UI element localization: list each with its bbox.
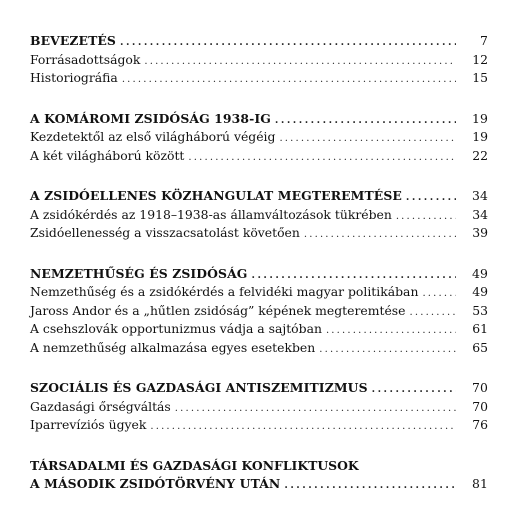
toc-entry[interactable] (30, 69, 488, 88)
toc-heading[interactable] (30, 32, 488, 51)
dot-leader (396, 208, 456, 227)
dot-leader (275, 112, 456, 131)
toc-heading[interactable] (30, 265, 488, 284)
toc-entry[interactable] (30, 147, 488, 166)
dot-leader (120, 34, 456, 53)
section-gap (30, 243, 488, 265)
toc-heading-title: NEMZETHŰSÉG ÉS ZSIDÓSÁG (30, 265, 248, 281)
dot-leader (372, 381, 456, 400)
dot-leader (175, 400, 456, 419)
page-number: 65 (472, 339, 488, 355)
page-number: 19 (472, 110, 488, 126)
dot-leader (144, 53, 456, 72)
toc-entry[interactable] (30, 320, 488, 339)
page-number: 53 (472, 302, 488, 318)
section-gap (30, 88, 488, 110)
page-number: 22 (472, 147, 488, 163)
toc-entry[interactable] (30, 283, 488, 302)
page-number: 7 (480, 33, 488, 48)
toc-heading[interactable] (30, 110, 488, 129)
toc-entry-title: Gazdasági őrségváltás (30, 398, 171, 414)
toc-entry[interactable] (30, 416, 488, 435)
toc-entry[interactable] (30, 339, 488, 358)
table-of-contents (30, 32, 488, 494)
toc-entry-title: Forrásadottságok (30, 51, 141, 67)
dot-leader (326, 322, 456, 341)
page-number: 19 (472, 129, 488, 144)
page-number: 34 (472, 206, 488, 222)
dot-leader (150, 418, 456, 437)
section-gap (30, 357, 488, 379)
page-number: 39 (472, 225, 488, 240)
page-number: 81 (472, 476, 488, 491)
toc-heading[interactable] (30, 187, 488, 206)
toc-entry-title: A zsidókérdés az 1918–1938-as államváltozások tükrében (30, 206, 392, 222)
toc-heading-line (30, 457, 488, 476)
toc-heading[interactable] (30, 379, 488, 398)
toc-entry-title: Iparrevíziós ügyek (30, 417, 147, 432)
toc-heading-title-line1: TÁRSADALMI ÉS GAZDASÁGI KONFLIKTUSOK (30, 457, 359, 473)
toc-entry[interactable] (30, 206, 488, 225)
toc-entry[interactable] (30, 398, 488, 417)
page-number: 49 (472, 284, 488, 299)
toc-heading-title: SZOCIÁLIS ÉS GAZDASÁGI ANTISZEMITIZMUS (30, 380, 368, 395)
page-number: 49 (472, 265, 488, 281)
dot-leader (188, 149, 456, 168)
page-number: 76 (472, 417, 488, 432)
toc-entry[interactable] (30, 128, 488, 147)
toc-heading-title: A MÁSODIK ZSIDÓTÖRVÉNY UTÁN (30, 476, 281, 491)
page-number: 12 (472, 51, 488, 67)
toc-heading[interactable] (30, 475, 488, 494)
section-gap (30, 165, 488, 187)
toc-entry-title: A nemzethűség alkalmazása egyes esetekben (30, 339, 316, 355)
dot-leader (422, 285, 456, 304)
toc-entry-title: Nemzethűség és a zsidókérdés a felvidéki magyar politikában (30, 284, 419, 299)
page-number: 34 (472, 188, 488, 203)
toc-entry[interactable] (30, 302, 488, 321)
toc-entry-title: A két világháború között (30, 147, 185, 163)
page-number: 15 (472, 70, 488, 85)
toc-entry[interactable] (30, 51, 488, 70)
toc-heading-title: A KOMÁROMI ZSIDÓSÁG 1938-IG (30, 110, 271, 126)
page-number: 61 (472, 321, 488, 336)
dot-leader (304, 226, 456, 245)
toc-entry[interactable] (30, 224, 488, 243)
toc-heading-title: A ZSIDÓELLENES KÖZHANGULAT MEGTEREMTÉSE (30, 188, 402, 203)
toc-entry-title: Jaross Andor és a „hűtlen zsidóság” képének megteremtése (30, 302, 406, 318)
toc-heading-title: BEVEZETÉS (30, 33, 116, 48)
page-number: 70 (472, 380, 488, 395)
dot-leader (319, 341, 456, 360)
toc-entry-title: A csehszlovák opportunizmus vádja a sajtóban (30, 321, 322, 336)
section-gap (30, 435, 488, 457)
dot-leader (284, 477, 456, 496)
dot-leader (410, 304, 457, 323)
dot-leader (122, 71, 456, 90)
page-number: 70 (472, 398, 488, 414)
toc-entry-title: Historiográfia (30, 70, 118, 85)
toc-entry-title: Kezdetektől az első világháború végéig (30, 129, 276, 144)
dot-leader (406, 189, 456, 208)
toc-entry-title: Zsidóellenesség a visszacsatolást követően (30, 225, 300, 240)
dot-leader (279, 130, 456, 149)
